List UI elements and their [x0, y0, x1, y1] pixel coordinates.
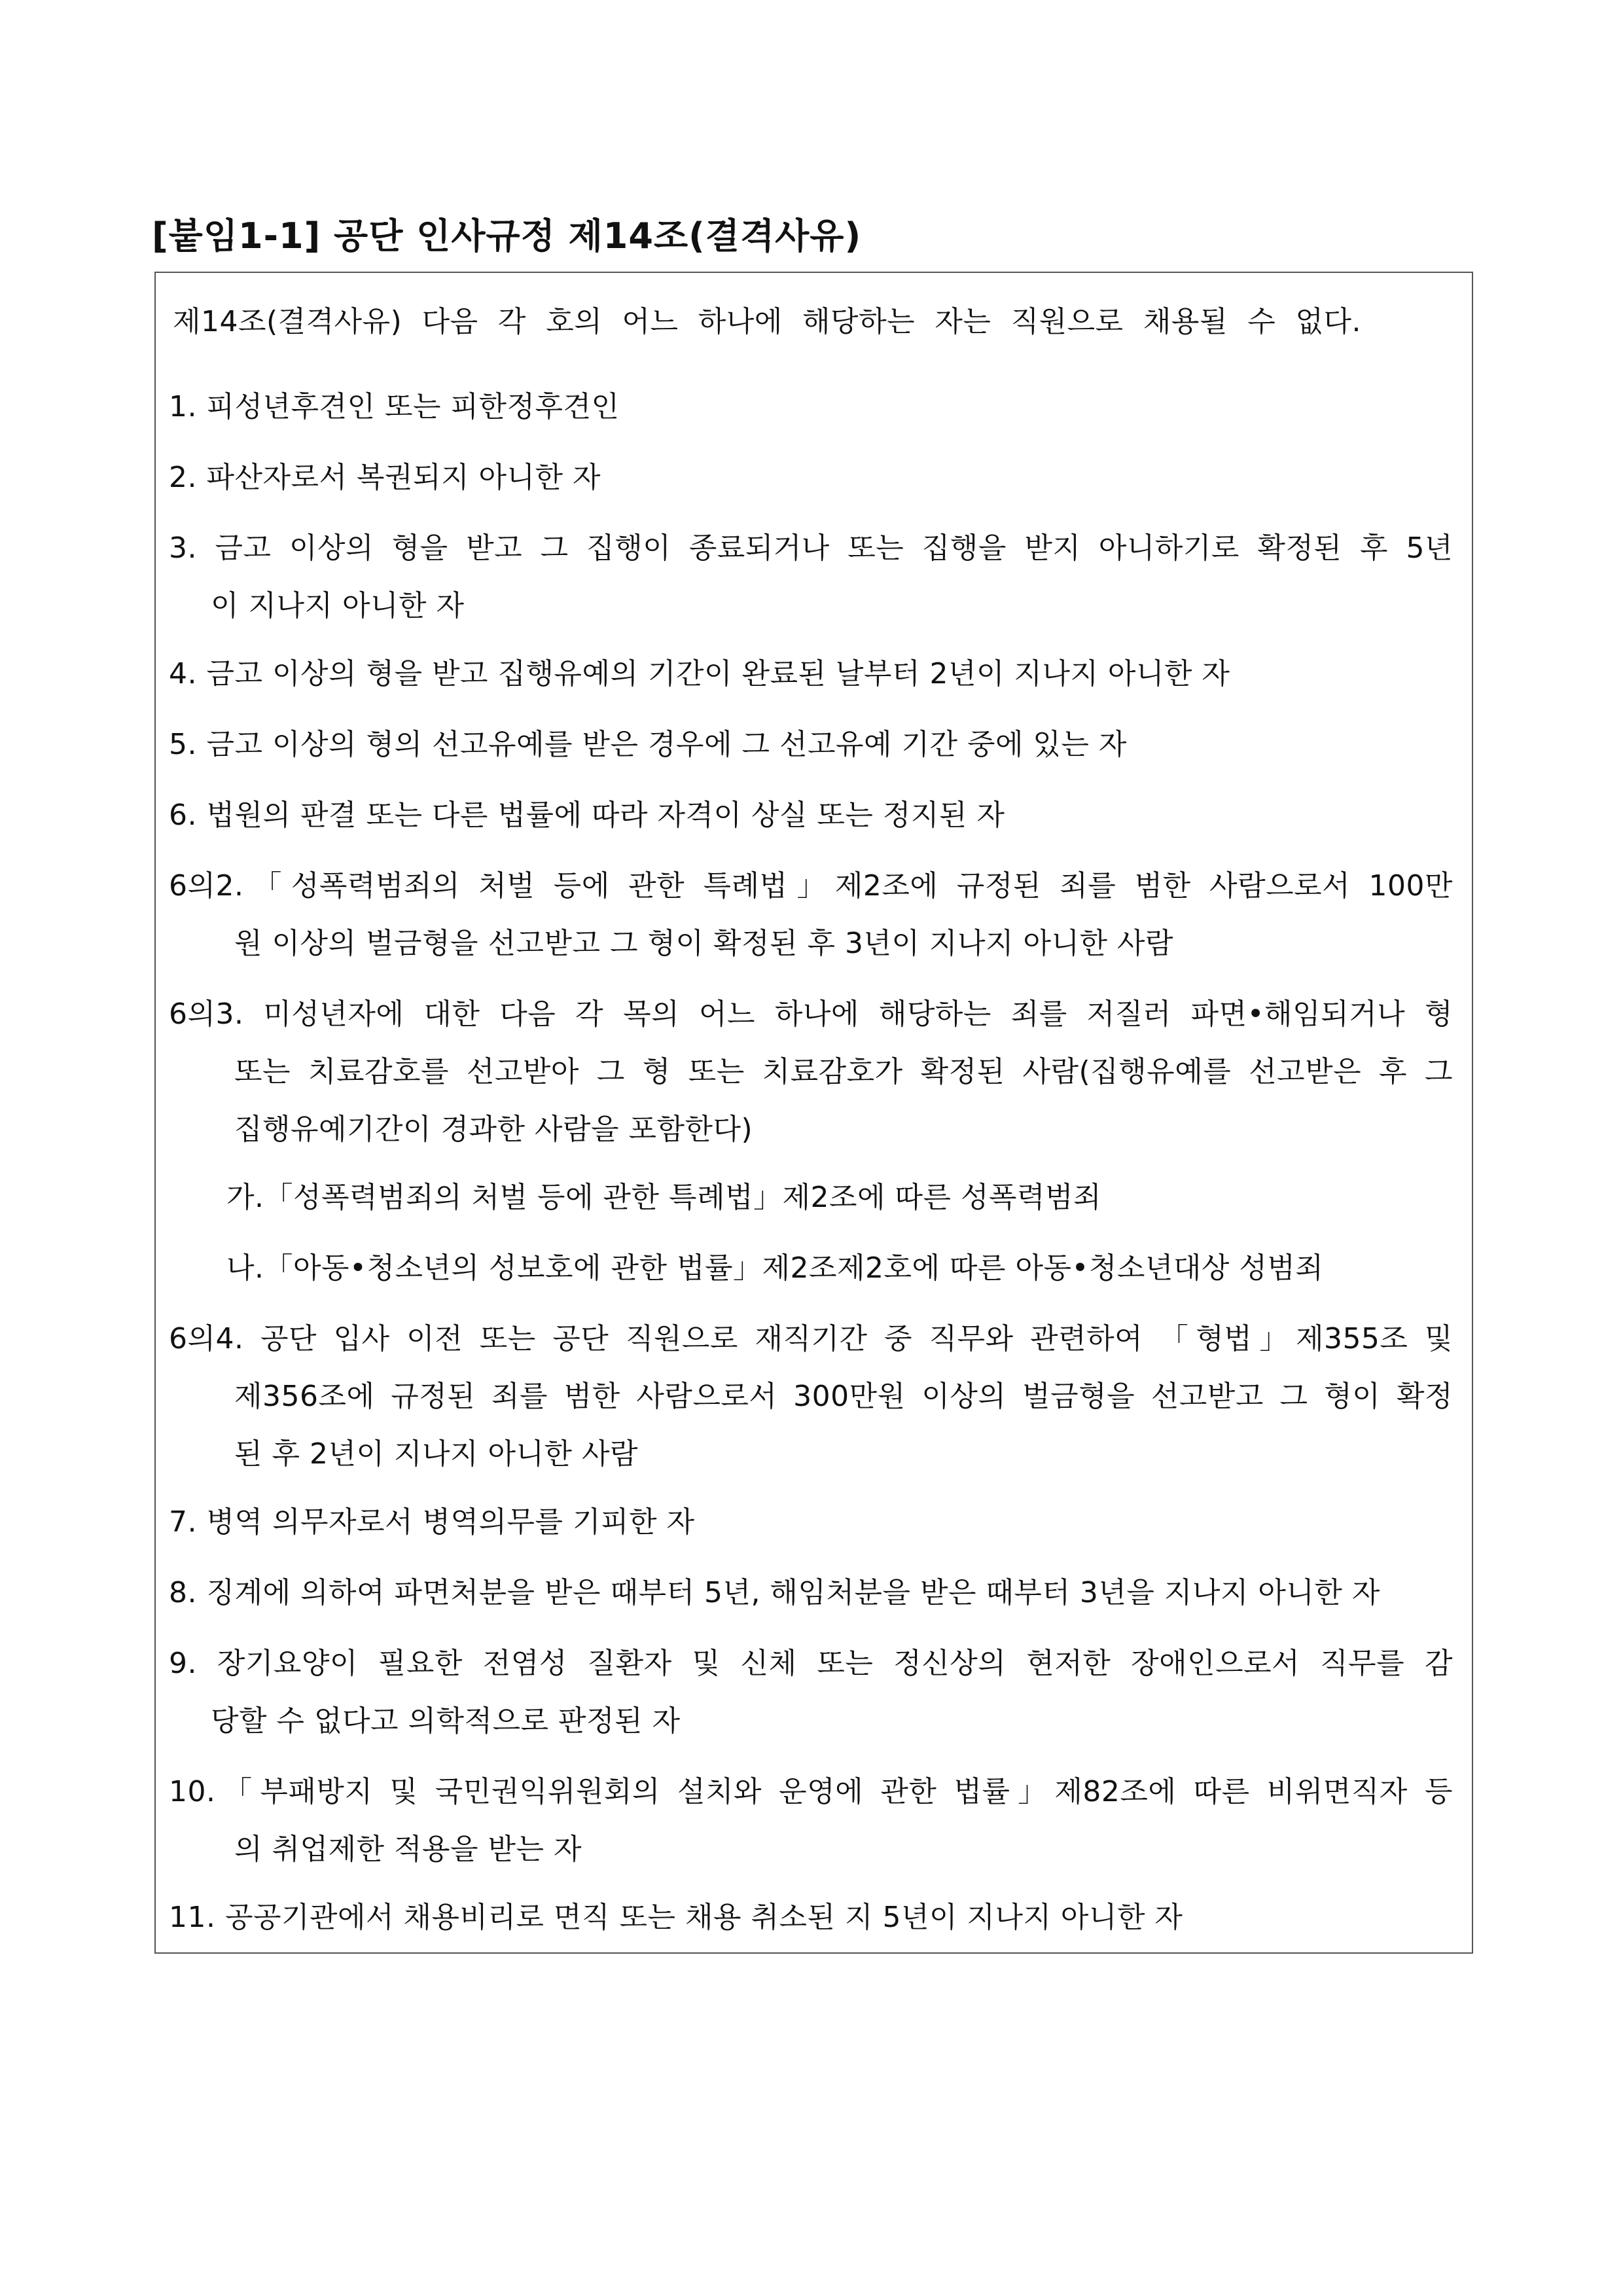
sub-list-item: 나.「아동•청소년의 성보호에 관한 법률」제2조제2호에 따른 아동•청소년대상 성범죄: [226, 1251, 1324, 1285]
regulation-intro: 제14조(결격사유) 다음 각 호의 어느 하나에 해당하는 자는 직원으로 채용될 수 없다.: [173, 305, 1361, 338]
list-item: 11. 공공기관에서 채용비리로 면직 또는 채용 취소된 지 5년이 지나지 아니한 자: [169, 1901, 1183, 1934]
list-item-continuation: 의 취업제한 적용을 받는 자: [234, 1833, 582, 1866]
list-item: 7. 병역 의무자로서 병역의무를 기피한 자: [169, 1505, 695, 1539]
list-item: 6의3. 미성년자에 대한 다음 각 목의 어느 하나에 해당하는 죄를 저질러 파면•해임되거나 형: [169, 997, 1453, 1031]
list-item-continuation: 원 이상의 벌금형을 선고받고 그 형이 확정된 후 3년이 지나지 아니한 사람: [234, 927, 1173, 960]
list-item: 10.「부패방지 및 국민권익위원회의 설치와 운영에 관한 법률」제82조에 따른 비위면직자 등: [169, 1775, 1453, 1808]
list-item: 9. 장기요양이 필요한 전염성 질환자 및 신체 또는 정신상의 현저한 장애인으로서 직무를 감: [169, 1647, 1453, 1680]
list-item: 8. 징계에 의하여 파면처분을 받은 때부터 5년, 해임처분을 받은 때부터 3년을 지나지 아니한 자: [169, 1576, 1380, 1609]
list-item-continuation: 된 후 2년이 지나지 아니한 사람: [234, 1437, 638, 1471]
list-item: 1. 피성년후견인 또는 피한정후견인: [169, 390, 620, 423]
list-item-continuation: 또는 치료감호를 선고받아 그 형 또는 치료감호가 확정된 사람(집행유예를 선고받은 후 그: [234, 1055, 1453, 1088]
list-item-continuation: 당할 수 없다고 의학적으로 판정된 자: [211, 1704, 681, 1738]
list-item: 5. 금고 이상의 형의 선고유예를 받은 경우에 그 선고유예 기간 중에 있는 자: [169, 728, 1127, 761]
sub-list-item: 가.「성폭력범죄의 처벌 등에 관한 특례법」제2조에 따른 성폭력범죄: [226, 1181, 1101, 1214]
page-title: [붙임1-1] 공단 인사규정 제14조(결격사유): [152, 215, 862, 257]
list-item-continuation: 집행유예기간이 경과한 사람을 포함한다): [234, 1113, 753, 1146]
list-item: 2. 파산자로서 복권되지 아니한 자: [169, 461, 601, 494]
list-item: 6의2.「성폭력범죄의 처벌 등에 관한 특례법」제2조에 규정된 죄를 범한 사람으로서 100만: [169, 869, 1453, 903]
list-item: 3. 금고 이상의 형을 받고 그 집행이 종료되거나 또는 집행을 받지 아니하기로 확정된 후 5년: [169, 531, 1453, 565]
list-item: 6. 법원의 판결 또는 다른 법률에 따라 자격이 상실 또는 정지된 자: [169, 798, 1005, 832]
list-item-continuation: 이 지나지 아니한 자: [211, 589, 465, 622]
list-item: 6의4. 공단 입사 이전 또는 공단 직원으로 재직기간 중 직무와 관련하여 「형법」제355조 및: [169, 1322, 1453, 1355]
list-item-continuation: 제356조에 규정된 죄를 범한 사람으로서 300만원 이상의 벌금형을 선고받고 그 형이 확정: [234, 1380, 1453, 1413]
list-item: 4. 금고 이상의 형을 받고 집행유예의 기간이 완료된 날부터 2년이 지나지 아니한 자: [169, 657, 1230, 691]
